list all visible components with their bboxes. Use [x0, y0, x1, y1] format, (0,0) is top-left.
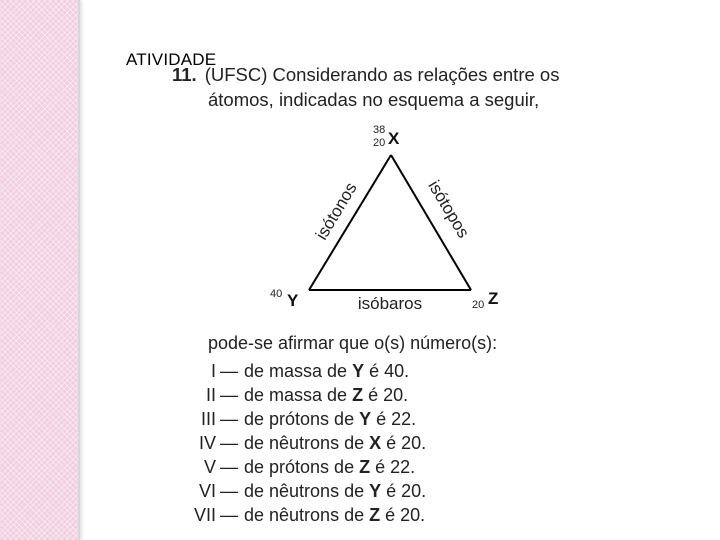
statement-pre: de massa de [244, 361, 348, 381]
statement-dash: — [220, 481, 238, 501]
statement-roman: I [210, 361, 216, 381]
statement-atom: Y [352, 361, 365, 381]
statement-pre: de prótons de [244, 457, 355, 477]
statement-post: é 20. [386, 433, 427, 453]
question-text-1: (UFSC) Considerando as relações entre os [204, 64, 560, 85]
statement-item [178, 505, 425, 526]
statement-item [178, 457, 415, 478]
statements-intro: pode-se afirmar que o(s) número(s): [208, 333, 498, 353]
statement-item [178, 409, 416, 430]
statement-dash: — [220, 505, 238, 525]
atom-y-mass: 40 [270, 288, 283, 300]
statement-atom: Y [369, 481, 382, 501]
statement-atom: Y [359, 409, 372, 429]
statement-dash: — [220, 385, 238, 405]
statement-dash: — [220, 457, 238, 477]
statement-pre: de nêutrons de [244, 481, 365, 501]
statement-item [178, 361, 409, 382]
statement-roman: VI [198, 481, 216, 501]
statement-roman: II [205, 385, 216, 405]
statement-atom: X [369, 433, 382, 453]
statement-atom: Z [359, 457, 371, 477]
statement-dash: — [220, 361, 238, 381]
statement-atom: Z [369, 505, 381, 525]
statement-post: é 22. [375, 457, 416, 477]
slide-title: ATIVIDADE [126, 50, 217, 69]
statement-post: é 22. [376, 409, 417, 429]
atom-z-symbol: Z [488, 289, 499, 308]
question-number: 11. [172, 64, 197, 85]
edge-label-isotopos: isótopos [424, 177, 474, 242]
statement-roman: III [200, 409, 216, 429]
statement-post: é 40. [369, 361, 410, 381]
statement-post: é 20. [386, 481, 427, 501]
question-text-2: átomos, indicadas no esquema a seguir, [208, 89, 540, 110]
statement-item [178, 481, 426, 502]
statement-pre: de prótons de [244, 409, 355, 429]
statement-roman: IV [198, 433, 216, 453]
atom-x-mass: 38 [373, 124, 386, 136]
statement-pre: de nêutrons de [244, 433, 365, 453]
edge-label-isotonos: isótonos [311, 179, 361, 244]
statement-post: é 20. [385, 505, 426, 525]
statement-dash: — [220, 409, 238, 429]
atom-z-atomic: 20 [472, 299, 485, 311]
statement-post: é 20. [368, 385, 409, 405]
statement-pre: de massa de [244, 385, 348, 405]
atom-x-atomic: 20 [373, 137, 386, 149]
statement-pre: de nêutrons de [244, 505, 365, 525]
statement-roman: V [203, 457, 216, 477]
statement-item [178, 385, 408, 406]
statement-dash: — [220, 433, 238, 453]
edge-label-isobaros: isóbaros [357, 294, 423, 313]
atom-y-symbol: Y [287, 291, 299, 310]
statement-roman: VII [193, 505, 216, 525]
atom-x-symbol: X [388, 129, 400, 148]
statement-atom: Z [352, 385, 364, 405]
statement-item [178, 433, 426, 454]
